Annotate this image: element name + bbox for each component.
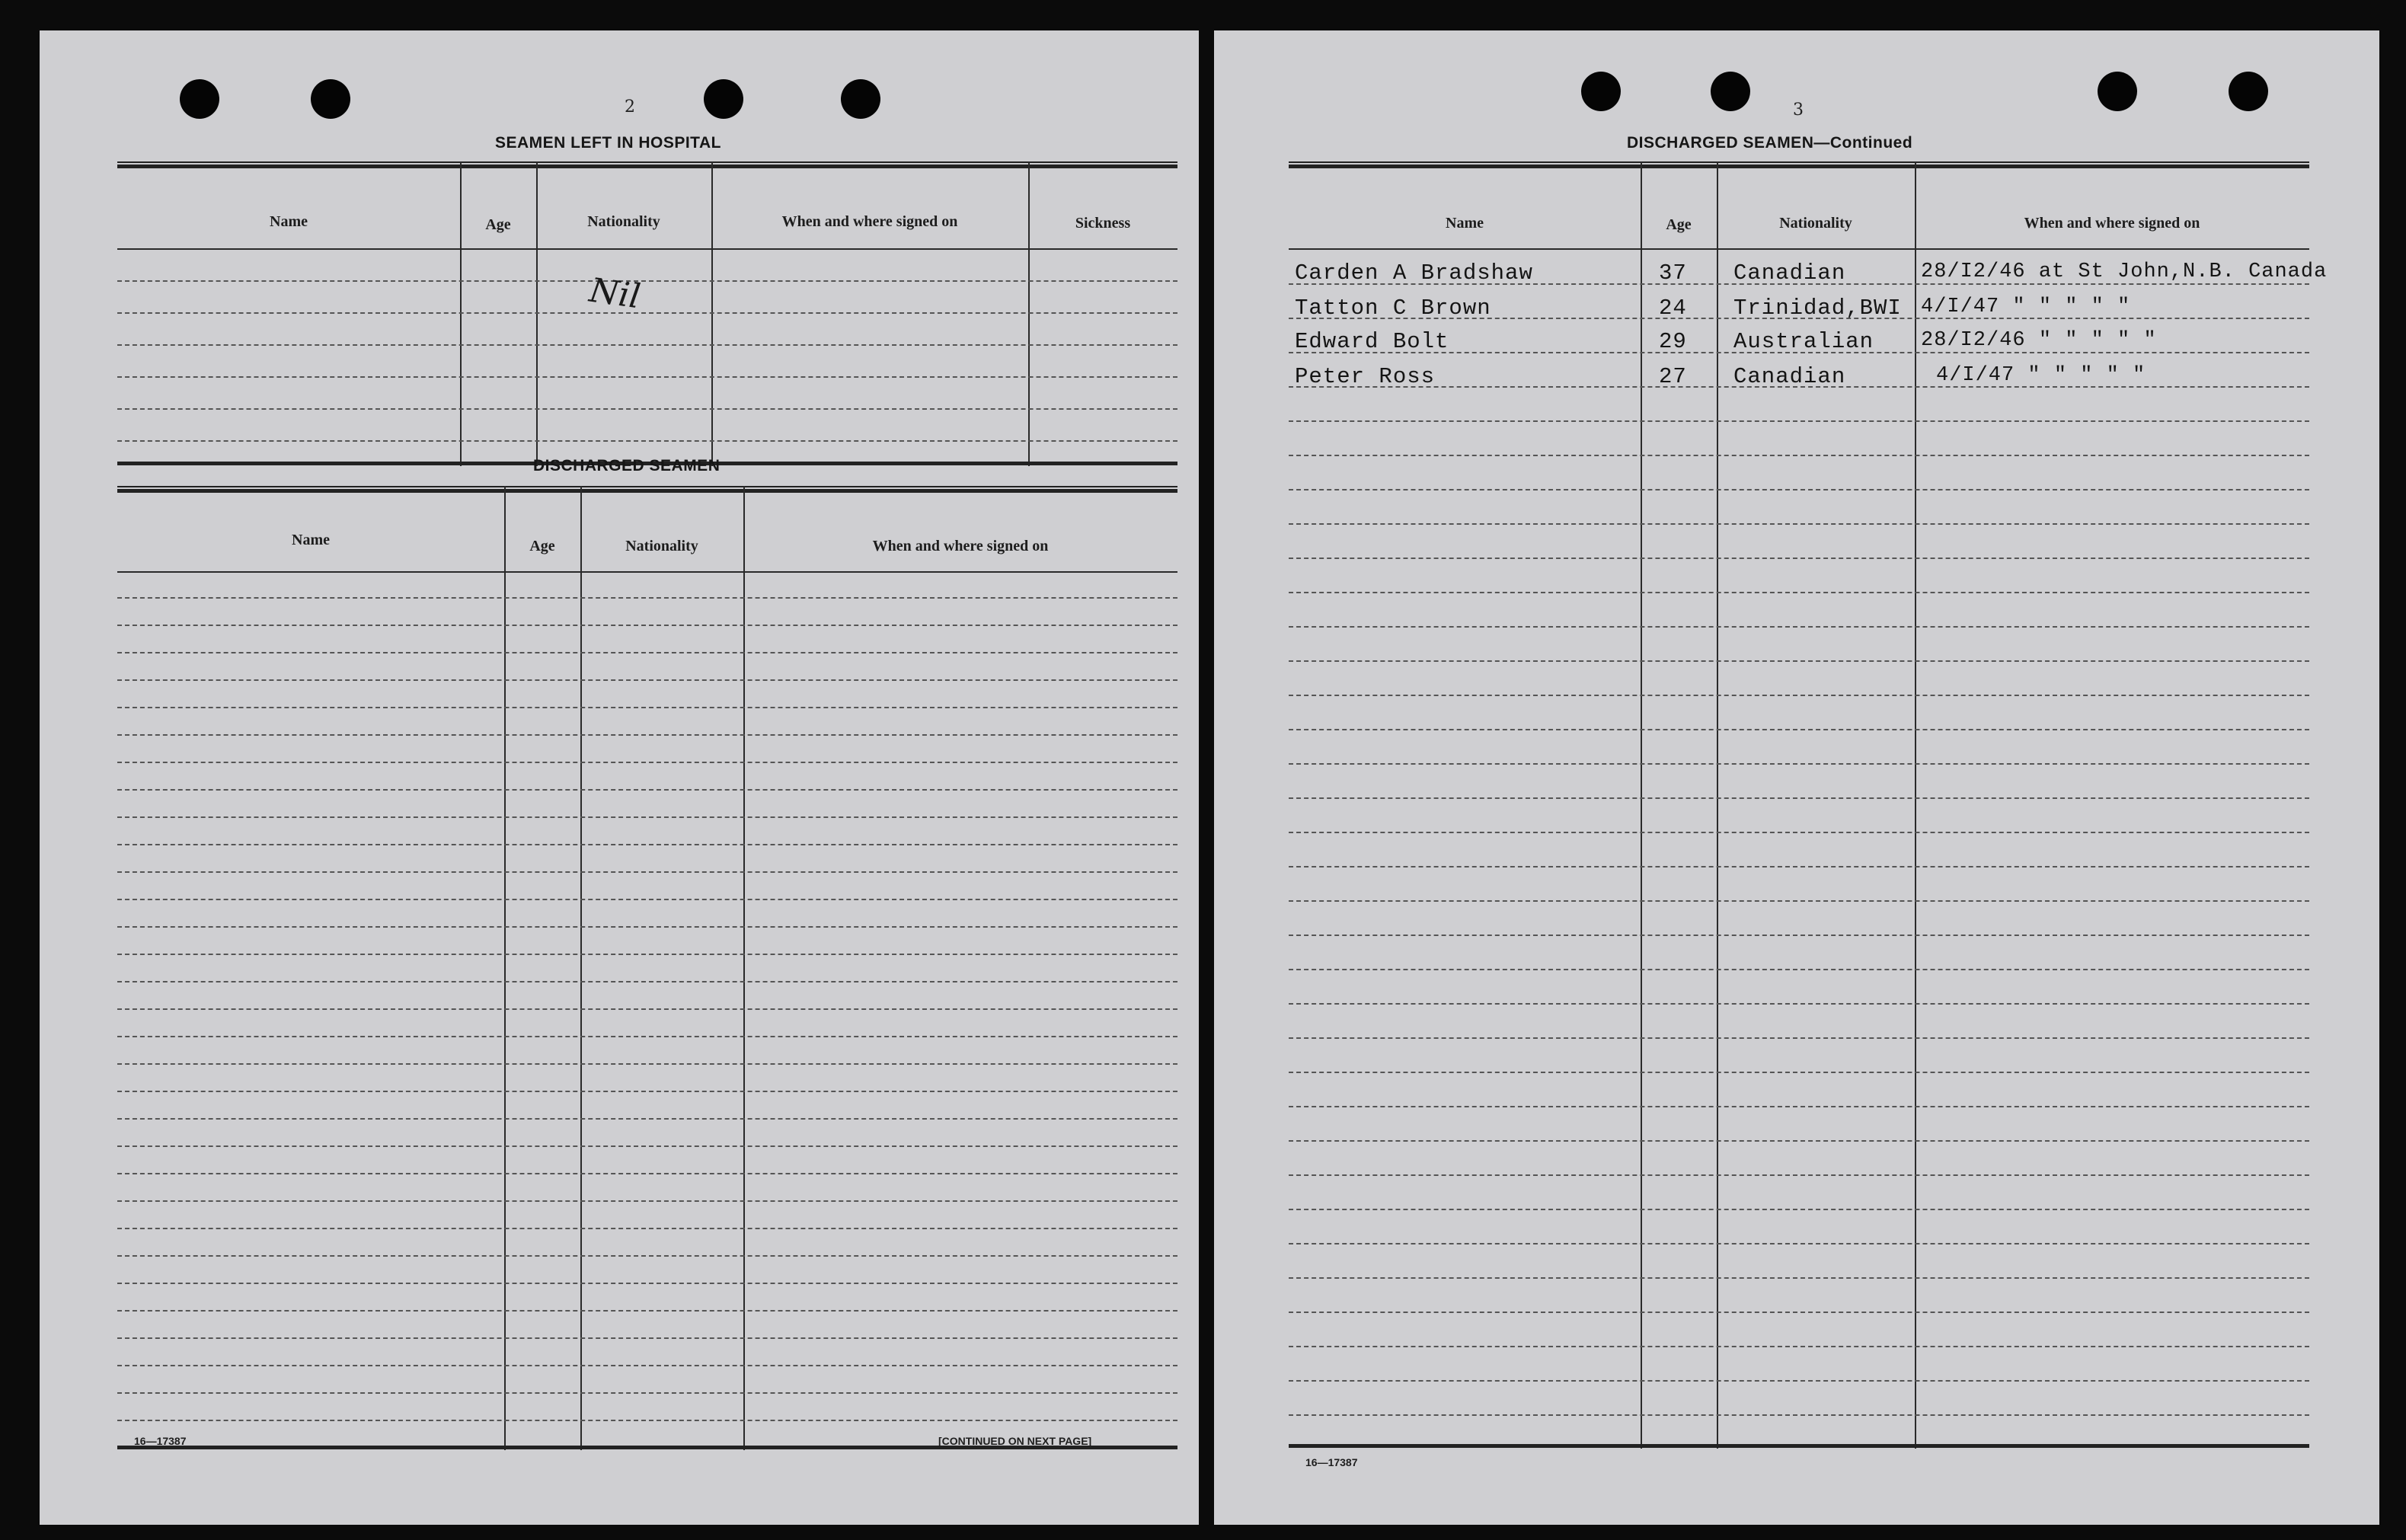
ruled-line [117,981,1177,982]
ruled-line [117,926,1177,928]
punch-hole [2229,72,2268,111]
seaman-signed-on: 4/I/47 " " " " " [1921,296,2131,318]
ruled-line [1289,866,2309,867]
ruled-line [1289,935,2309,936]
ruled-line [1289,1106,2309,1107]
ruled-line [117,1091,1177,1092]
form-number: 16—17387 [134,1435,187,1447]
discharged-table-left [117,486,1177,1450]
ruled-line [1289,832,2309,833]
punch-hole [311,79,350,119]
col-header-age: Age [529,538,555,554]
seaman-nationality: Australian [1733,329,1874,354]
ruled-line [117,871,1177,873]
seaman-name: Peter Ross [1295,364,1436,389]
ruled-line [117,816,1177,818]
col-header-signed-on: When and where signed on [2024,215,2200,232]
ruled-line [117,899,1177,900]
seaman-nationality: Canadian [1733,364,1846,389]
ruled-line [1289,1277,2309,1279]
ruled-line [117,1200,1177,1202]
ruled-line [117,1036,1177,1037]
ruled-line [117,1337,1177,1339]
col-header-nationality: Nationality [1779,215,1852,232]
col-header-age: Age [485,216,511,233]
seaman-signed-on: 4/I/47 " " " " " [1936,364,2146,387]
col-header-signed-on: When and where signed on [872,538,1049,554]
ruled-line [117,1420,1177,1421]
discharged-continued-title: DISCHARGED SEAMEN—Continued [1627,134,1913,152]
ruled-line [117,1118,1177,1120]
ruled-line [1289,592,2309,593]
ruled-line [117,652,1177,653]
ruled-line [1289,763,2309,765]
ruled-line [117,1392,1177,1394]
ruled-line [1289,1209,2309,1210]
ruled-line [1289,729,2309,730]
seaman-signed-on: 28/I2/46 at St John,N.B. Canada [1921,260,2328,283]
seaman-age: 37 [1659,260,1687,286]
col-header-age: Age [1666,216,1692,233]
col-header-signed-on: When and where signed on [781,213,958,230]
ruled-line [1289,523,2309,525]
ruled-line [117,1173,1177,1174]
seaman-name: Carden A Bradshaw [1295,260,1533,286]
ruled-line [1289,797,2309,799]
ruled-line [117,1008,1177,1010]
ruled-line [1289,1312,2309,1313]
ruled-line [1289,1243,2309,1244]
ruled-line [1289,420,2309,422]
ruled-line [117,1365,1177,1366]
ruled-line [1289,489,2309,490]
page-number: 2 [625,97,635,117]
punch-hole [1581,72,1621,111]
seaman-name: Tatton C Brown [1295,296,1491,321]
ruled-line [117,1310,1177,1312]
ruled-line [117,707,1177,708]
col-header-name: Name [270,213,308,230]
seaman-nationality: Trinidad,BWI [1733,296,1902,321]
ruled-line [117,1063,1177,1065]
discharged-table-right [1289,161,2328,1449]
hospital-title: SEAMEN LEFT IN HOSPITAL [495,134,721,152]
ruled-line [117,625,1177,626]
ruled-line [1289,1003,2309,1005]
ruled-line [1289,1037,2309,1039]
continued-note: [CONTINUED ON NEXT PAGE] [938,1435,1092,1447]
ruled-line [1289,1414,2309,1416]
seaman-age: 24 [1659,296,1687,321]
col-header-sickness: Sickness [1075,215,1131,232]
ruled-line [117,1255,1177,1257]
ruled-line [1289,1380,2309,1382]
punch-hole [180,79,219,119]
punch-hole [841,79,880,119]
seaman-age: 29 [1659,329,1687,354]
ruled-line [1289,969,2309,970]
ruled-line [117,844,1177,845]
seaman-signed-on: 28/I2/46 " " " " " [1921,329,2157,352]
punch-hole [704,79,743,119]
ruled-line [117,762,1177,763]
ruled-line [1289,1140,2309,1142]
col-header-nationality: Nationality [625,538,698,554]
punch-hole [2098,72,2137,111]
form-number: 16—17387 [1305,1456,1358,1468]
right-page [1214,30,2379,1525]
ruled-line [1289,1072,2309,1073]
ruled-line [117,597,1177,599]
ruled-line [1289,558,2309,559]
ruled-line [117,1145,1177,1147]
handwritten-nil: Nil [586,270,643,317]
punch-hole [1711,72,1750,111]
ruled-line [1289,626,2309,628]
seaman-age: 27 [1659,364,1687,389]
col-header-name: Name [1446,215,1484,232]
ruled-line [117,789,1177,791]
ruled-line [117,1228,1177,1229]
discharged-title: DISCHARGED SEAMEN [533,457,721,474]
page-number: 3 [1793,101,1804,120]
left-page [40,30,1199,1525]
col-header-nationality: Nationality [587,213,660,230]
seaman-nationality: Canadian [1733,260,1846,286]
ruled-line [1289,455,2309,456]
ruled-line [117,954,1177,955]
hospital-table [117,161,1177,466]
ruled-line [1289,1346,2309,1347]
ruled-line [117,679,1177,681]
ruled-line [1289,900,2309,902]
col-header-name: Name [292,532,330,548]
ruled-line [117,734,1177,736]
ruled-line [1289,695,2309,696]
ruled-line [1289,660,2309,662]
ruled-line [117,1283,1177,1284]
seaman-name: Edward Bolt [1295,329,1449,354]
ruled-line [1289,1174,2309,1176]
